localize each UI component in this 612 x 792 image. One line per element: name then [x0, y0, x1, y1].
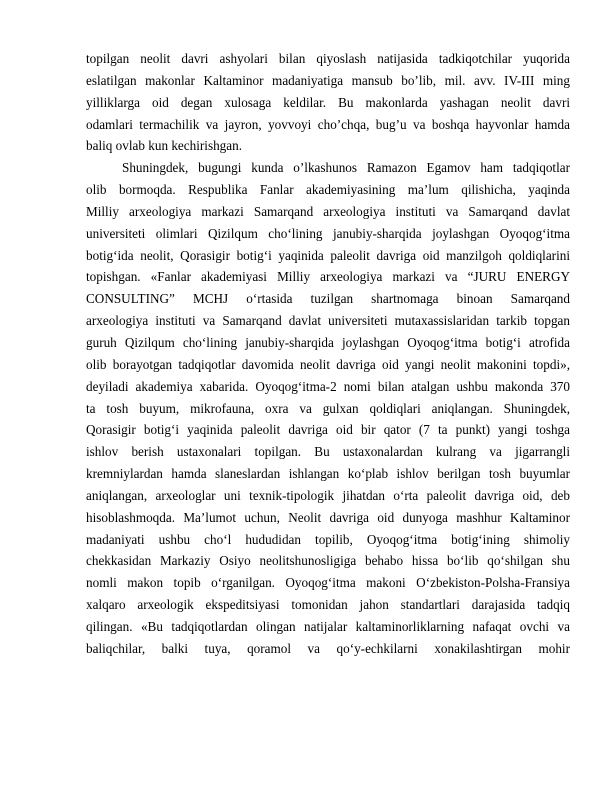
text-line: yilliklarga oid degan xulosaga keldilar. Bu makonlarda yashagan neolit davri — [86, 94, 570, 110]
text-line: baliqchilar, balki tuya, qoramol va qo‘y-echkilarni xonakilashtirgan mohir — [86, 640, 570, 656]
paragraph — [86, 48, 570, 157]
paragraph — [86, 157, 570, 659]
text-line: nomli makon topib o‘rganilgan. Oyoqog‘itma makoni O‘zbekiston-Polsha-Fransiya — [86, 575, 570, 591]
text-line: xalqaro arxeologik ekspeditsiyasi tomonidan jahon standartlari darajasida tadqiq — [86, 597, 570, 613]
text-line: Milliy arxeologiya markazi Samarqand arxeologiya instituti va Samarqand davlat — [86, 203, 570, 219]
text-line: madaniyati ushbu cho‘l hududidan topilib, Oyoqog‘itma botig‘ining shimoliy — [86, 531, 570, 547]
text-line: Shuningdek, bugungi kunda o’lkashunos Ramazon Egamov ham tadqiqotlar — [122, 160, 570, 176]
text-line: kremniylardan hamda slaneslardan ishlangan ko‘plab ishlov berilgan tosh buyumlar — [86, 466, 570, 482]
text-line: guruh Qizilqum cho‘lining janubiy-sharqida joylashgan Oyoqog‘itma botig‘i atrofida — [86, 334, 570, 350]
body-text — [86, 48, 570, 660]
text-line: olib bormoqda. Respublika Fanlar akademiyasining ma’lum qilishicha, yaqinda — [86, 182, 570, 198]
text-line: universiteti olimlari Qizilqum cho‘lining janubiy-sharqida joylashgan Oyoqog‘itma — [86, 225, 570, 241]
text-line: eslatilgan makonlar Kaltaminor madaniyatiga mansub bo’lib, mil. avv. IV-III ming — [86, 72, 570, 88]
text-line: aniqlangan, arxeologlar uni texnik-tipologik jihatdan o‘rta paleolit davriga oid, deb — [86, 487, 570, 503]
text-line: topishgan. «Fanlar akademiyasi Milliy arxeologiya markazi va “JURU ENERGY — [86, 269, 570, 285]
text-line: hisoblashmoqda. Ma’lumot uchun, Neolit davriga oid dunyoga mashhur Kaltaminor — [86, 509, 570, 525]
text-line: ta tosh buyum, mikrofauna, oxra va gulxan qoldiqlari aniqlangan. Shuningdek, — [86, 400, 570, 416]
text-line: deyiladi akademiya xabarida. Oyoqog‘itma-2 nomi bilan atalgan ushbu makonda 370 — [86, 378, 570, 394]
text-line: topilgan neolit davri ashyolari bilan qiyoslash natijasida tadkiqotchilar yuqorida — [86, 51, 570, 66]
text-line: olib borayotgan tadqiqotlar davomida neolit davriga oid yangi neolit makonini topdi», — [86, 356, 570, 372]
text-line: botig‘ida neolit, Qorasigir botig‘i yaqinida paleolit davriga oid manzilgoh qoldiqlarini — [86, 247, 570, 263]
text-line: chekkasidan Markaziy Osiyo neolitshunosligiga behabo hissa bo‘lib qo‘shilgan shu — [86, 553, 570, 569]
text-line: CONSULTING” MCHJ o‘rtasida tuzilgan shartnomaga binoan Samarqand — [86, 291, 570, 307]
text-line: baliq ovlab kun kechirishgan. — [86, 138, 243, 154]
text-line: Qorasigir botig‘i yaqinida paleolit davriga oid bir qator (7 ta punkt) yangi toshga — [86, 422, 570, 438]
text-line: ishlov berish ustaxonalari topilgan. Bu ustaxonalardan kulrang va jigarrangli — [86, 444, 570, 460]
text-line: arxeologiya instituti va Samarqand davlat universiteti mutaxassislaridan tarkib topgan — [86, 313, 570, 329]
text-line: odamlari termachilik va jayron, yovvoyi cho’chqa, bug’u va boshqa hayvonlar hamda — [86, 116, 570, 132]
text-line: qilingan. «Bu tadqiqotlardan olingan natijalar kaltaminorliklarning nafaqat ovchi va — [86, 618, 570, 634]
